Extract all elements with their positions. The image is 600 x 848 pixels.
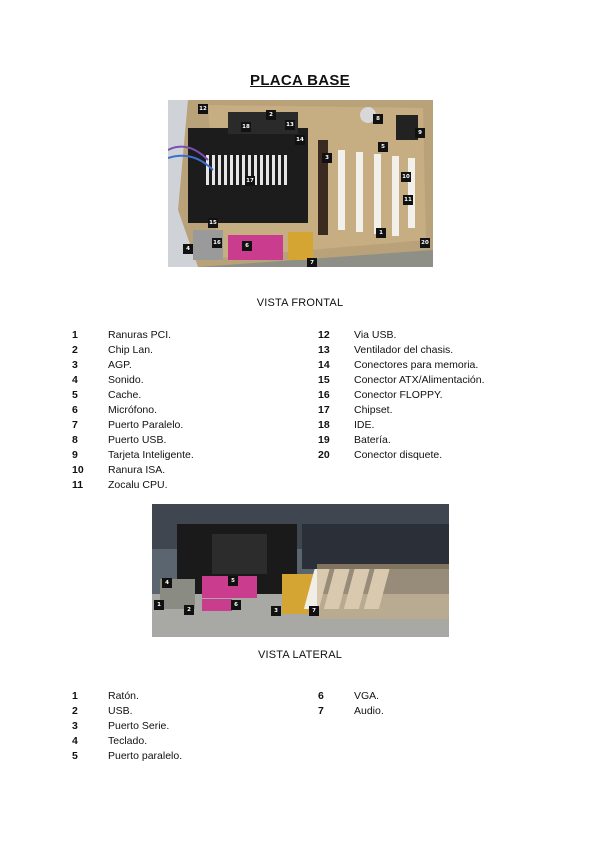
marker-19: 8 (373, 114, 383, 124)
legend-item: 3 AGP. (72, 359, 132, 371)
marker-16: 15 (209, 220, 217, 226)
side-marker-5: 5 (228, 576, 238, 586)
legend-item: 13 Ventilador del chasis. (318, 344, 454, 356)
legend-item: 15 Conector ATX/Alimentación. (318, 374, 485, 386)
marker-6-bottom: 7 (307, 258, 317, 267)
marker-3: 3 (322, 153, 332, 163)
legend-item: 18 IDE. (318, 419, 375, 431)
legend-item: 4 Teclado. (72, 735, 148, 747)
legend-item: 7 Puerto Paralelo. (72, 419, 184, 431)
side-marker-4: 4 (162, 578, 172, 588)
marker-15: 5 (378, 142, 388, 152)
front-view-caption: VISTA FRONTAL (256, 297, 344, 309)
legend-item: 7 Audio. (318, 705, 384, 717)
marker-12: 12 (199, 106, 207, 112)
legend-item: 5 Cache. (72, 389, 142, 401)
legend-item: 20 Conector disquete. (318, 449, 443, 461)
marker-5: 1 (376, 228, 386, 238)
marker-13-top: 13 (286, 122, 294, 128)
page-title: PLACA BASE (250, 72, 350, 89)
motherboard-side-illustration (152, 504, 449, 637)
legend-item: 1 Ranuras PCI. (72, 329, 172, 341)
marker-13-right: 9 (415, 128, 425, 138)
marker-18: 18 (242, 124, 250, 130)
legend-item: 19 Batería. (318, 434, 391, 446)
motherboard-front-illustration (168, 100, 433, 267)
marker-2: 2 (266, 110, 276, 120)
side-marker-3: 3 (271, 606, 281, 616)
legend-item: 16 Conector FLOPPY. (318, 389, 443, 401)
legend-item: 1 Ratón. (72, 690, 139, 702)
marker-7-slot: 10 (402, 174, 410, 180)
marker-10: 11 (404, 197, 412, 203)
legend-item: 14 Conectores para memoria. (318, 359, 479, 371)
side-marker-1: 1 (154, 600, 164, 610)
side-view-caption: VISTA LATERAL (257, 649, 343, 661)
legend-item: 4 Sonido. (72, 374, 144, 386)
marker-17: 17 (246, 178, 254, 184)
side-legend-right (318, 689, 384, 719)
legend-item: 5 Puerto paralelo. (72, 750, 183, 762)
marker-20: 20 (421, 240, 429, 246)
legend-item: 6 VGA. (318, 690, 380, 702)
motherboard-front-photo (168, 100, 433, 267)
marker-14: 14 (296, 137, 304, 143)
legend-item: 8 Puerto USB. (72, 434, 167, 446)
legend-item: 11 Zocalu CPU. (72, 479, 168, 491)
legend-item: 6 Micrófono. (72, 404, 158, 416)
side-marker-6: 6 (231, 600, 241, 610)
marker-7: 6 (242, 241, 252, 251)
legend-item: 3 Puerto Serie. (72, 720, 170, 732)
legend-item: 9 Tarjeta Inteligente. (72, 449, 194, 461)
legend-item: 10 Ranura ISA. (72, 464, 166, 476)
marker-4: 4 (183, 244, 193, 254)
legend-item: 2 Chip Lan. (72, 344, 153, 356)
side-legend-left (72, 689, 182, 764)
marker-6: 16 (213, 240, 221, 246)
legend-item: 17 Chipset. (318, 404, 393, 416)
legend-item: 2 USB. (72, 705, 133, 717)
side-marker-2: 2 (184, 605, 194, 615)
side-marker-7: 7 (309, 606, 319, 616)
front-legend-right (318, 328, 485, 463)
front-legend-left (72, 328, 194, 493)
legend-item: 12 Via USB. (318, 329, 397, 341)
motherboard-side-photo (152, 504, 449, 637)
